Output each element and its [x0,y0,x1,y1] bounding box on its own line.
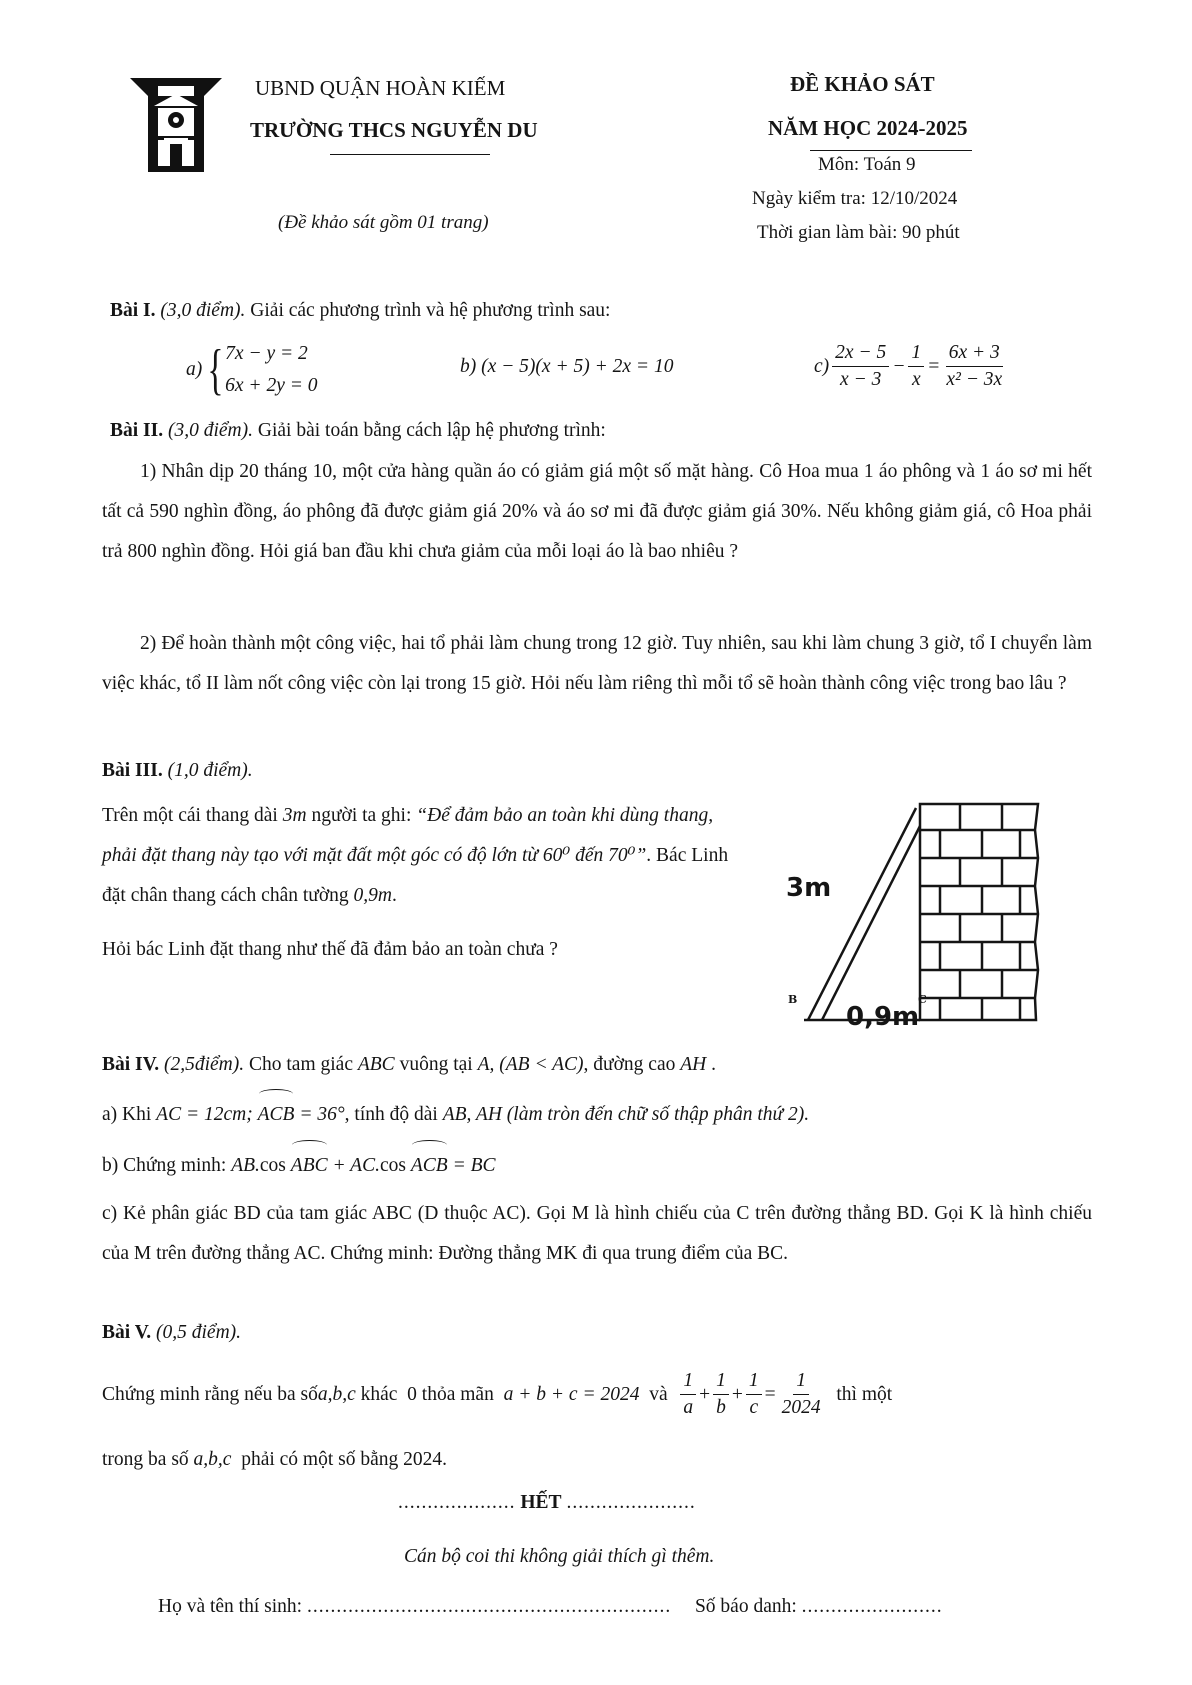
bai3-t4: . [392,885,397,906]
frac-a-den: a [683,1397,694,1418]
bai4-b-angle-acb: ACB [411,1146,448,1186]
bai3-quote: “Để đảm bảo an toàn khi dùng thang, phải đặt thang này tạo với mặt đất một góc có độ lớn từ 60⁰ đến 70⁰” [102,805,714,866]
bai3-text [102,796,732,916]
bai4-b-plus: + AC. [327,1155,380,1176]
bai4-a-vars: AB, AH [442,1104,502,1125]
bai2-problem-2: 2) Để hoàn thành một công việc, hai tổ phải làm chung trong 12 giờ. Tuy nhiên, sau khi làm chung 3 giờ, tổ I chuyển làm việc khác, tổ II làm nốt công việc còn lại trong 15 giờ. Hỏi nếu làm riêng thì mỗi tổ sẽ hoàn thành công việc trong bao lâu ? [102,633,1092,694]
bai3-question: Hỏi bác Linh đặt thang như thế đã đảm bảo an toàn chưa ? [102,939,558,960]
bai5-frac-2024 [779,1370,824,1419]
bai4-b-eq: = BC [447,1155,496,1176]
year-underline [810,150,972,151]
frac-b-den: b [716,1397,726,1418]
bai4-b-angle-abc: ABC [291,1146,328,1186]
bai5-t5-post: phải có một số bằng 2024. [231,1449,447,1470]
bai4-intro-end: . [706,1054,716,1075]
duration: Thời gian làm bài: 90 phút [757,222,960,243]
bai5-t4: thì một [826,1383,893,1405]
frac2-den: x [911,369,921,390]
bai2-problem-1: 1) Nhân dịp 20 tháng 10, một cửa hàng quần áo có giảm giá một số mặt hàng. Cô Hoa mua 1 áo phông và 1 áo sơ mi hết tất cả 590 nghìn đồng, áo phông đã được giảm giá 20% và áo sơ mi đã được giảm giá 30%. Nếu không giảm giá, cô Hoa phải trả 800 nghìn đồng. Hỏi giá ban đầu khi chưa giảm của mỗi loại áo là bao nhiêu ? [102,461,1092,562]
bai2-heading [110,420,606,442]
bai5-plus-2: + [731,1383,743,1405]
end-dots-left: .................... [398,1492,516,1513]
bai5-points: (0,5 điểm). [156,1322,242,1343]
frac-c-num: 1 [746,1370,762,1395]
bai4-b-cos1: cos [259,1155,291,1176]
fig-label-c: C [918,993,927,1006]
bai5-heading [102,1322,241,1344]
bai5-t5-pre: trong ba số [102,1449,194,1470]
ladder-figure [780,800,1060,1040]
bai1-c-label: c) [814,355,830,377]
frac-a-num: 1 [680,1370,696,1395]
bai5-abc: a,b,c [317,1383,356,1405]
bai5-statement [102,1370,1092,1419]
bai1-a [186,338,318,402]
bai5-eq: = [764,1383,776,1405]
frac1-den: x − 3 [840,369,882,390]
bai4-a-angle-acb: ACB [258,1095,295,1135]
name-field: .............................................................. [306,1596,672,1617]
bai1-a-label: a) [186,359,203,380]
bai5-t1: Chứng minh rằng nếu ba số [102,1383,318,1405]
bai5-sum: a + b + c = 2024 [503,1383,640,1405]
bai4-intro-cond: , (AB < AC) [489,1054,584,1075]
candidate-line [158,1596,943,1618]
frac2-num: 1 [908,342,924,367]
bai3-t2: người ta ghi: [306,805,417,826]
bai1-c [814,342,1008,391]
frac3-den: x² − 3x [946,369,1003,390]
fig-label-b: B [788,993,798,1006]
fig-length-label: 3m [786,873,832,903]
bai3-heading [102,760,253,782]
frac1-num: 2x − 5 [832,342,889,367]
bai1-heading [110,300,610,322]
id-label: Số báo danh: [694,1596,802,1617]
bai1-c-eq: = [927,355,941,377]
bai4-a-pre: a) Khi [102,1104,157,1125]
subject: Môn: Toán 9 [818,154,916,175]
bai4-intro-a: A [477,1054,490,1075]
frac-c-den: c [749,1397,759,1418]
brace-symbol: { [207,339,224,401]
bai3-t3: . Bác Linh đặt chân thang cách chân tường [102,845,729,906]
bai4-b [102,1146,1092,1186]
bai4-b-pre: b) Chứng minh: [102,1155,232,1176]
org-line-1: UBND QUẬN HOÀN KIẾM [255,76,506,100]
bai4-b-cos2: cos [379,1155,411,1176]
org-underline [330,154,490,155]
fig-distance-label: 0,9m [846,1002,920,1032]
bai5-statement-2 [102,1440,447,1480]
bai5-frac-a [680,1370,696,1419]
bai4-intro-ah: AH [680,1054,707,1075]
bai3-distance: 0,9m [353,885,392,906]
bai4-a-mid: , tính độ dài [344,1104,443,1125]
bai3-points: (1,0 điểm). [167,760,253,781]
org-line-2: TRƯỜNG THCS NGUYỄN DU [250,118,538,142]
bai1-b-label: b) [460,356,477,377]
bai4-a-ac: AC = 12cm; [156,1104,258,1125]
id-field: ........................ [801,1596,943,1617]
bai4-points: (2,5điểm). [163,1054,245,1075]
bai4-intro-abc: ABC [357,1054,395,1075]
bai4-intro-pre: Cho tam giác [249,1054,358,1075]
bai4-intro-mid: vuông tại [394,1054,478,1075]
school-year: NĂM HỌC 2024-2025 [768,116,968,140]
end-line [398,1492,696,1514]
frac-2024-den: 2024 [781,1397,821,1418]
bai3-length: 3m [282,805,307,826]
bai1-a-eq1: 7x − y = 2 [225,343,308,364]
bai5-plus-1: + [699,1383,711,1405]
exam-date: Ngày kiểm tra: 12/10/2024 [752,188,958,209]
proctor-note: Cán bộ coi thi không giải thích gì thêm. [404,1546,715,1567]
bai1-c-frac2 [908,342,924,391]
name-label: Họ và tên thí sinh: [158,1596,307,1617]
bai4-a-note: (làm tròn đến chữ số thập phân thứ 2). [501,1104,810,1125]
bai5-title: Bài V. [102,1322,152,1343]
end-marker: HẾT [520,1492,562,1513]
bai4-title: Bài IV. [102,1054,160,1075]
school-logo [128,76,224,174]
frac-2024-num: 1 [793,1370,809,1395]
bai2-title: Bài II. [110,420,164,441]
bai1-intro: Giải các phương trình và hệ phương trình sau: [250,300,611,321]
bai1-b-eq: (x − 5)(x + 5) + 2x = 10 [481,356,674,377]
bai4-heading [102,1045,1092,1085]
bai5-t2: khác 0 thỏa mãn [355,1383,504,1405]
bai3-title: Bài III. [102,760,163,781]
page-note: (Đề khảo sát gồm 01 trang) [278,212,489,233]
frac-b-num: 1 [713,1370,729,1395]
exam-title: ĐỀ KHẢO SÁT [790,72,935,96]
bai1-c-minus: − [892,355,906,377]
end-dots-right: ...................... [566,1492,696,1513]
bai1-c-frac1 [832,342,889,391]
frac3-num: 6x + 3 [946,342,1003,367]
bai4-a [102,1095,1092,1135]
bai5-frac-b [713,1370,729,1419]
bai5-frac-c [746,1370,762,1419]
bai1-a-eq2: 6x + 2y = 0 [225,375,318,396]
bai4-b-ab: AB. [231,1155,260,1176]
bai3-t1: Trên một cái thang dài [102,805,283,826]
bai2-points: (3,0 điểm). [167,420,254,441]
bai2-intro: Giải bài toán bằng cách lập hệ phương trình: [257,420,606,441]
bai1-c-frac3 [943,342,1005,391]
bai4-c: c) Kẻ phân giác BD của tam giác ABC (D thuộc AC). Gọi M là hình chiếu của C trên đường thẳng BD. Gọi K là hình chiếu của M trên đường thẳng AC. Chứng minh: Đường thẳng MK đi qua trung điểm của BC. [102,1203,1092,1264]
bai1-title: Bài I. [110,300,156,321]
bai5-t3: và [639,1383,678,1405]
bai4-intro-post: , đường cao [583,1054,681,1075]
bai4-a-deg: = 36° [294,1104,345,1125]
bai1-b [460,356,673,378]
bai1-points: (3,0 điểm). [160,300,246,321]
bai5-t5-abc: a,b,c [193,1449,232,1470]
